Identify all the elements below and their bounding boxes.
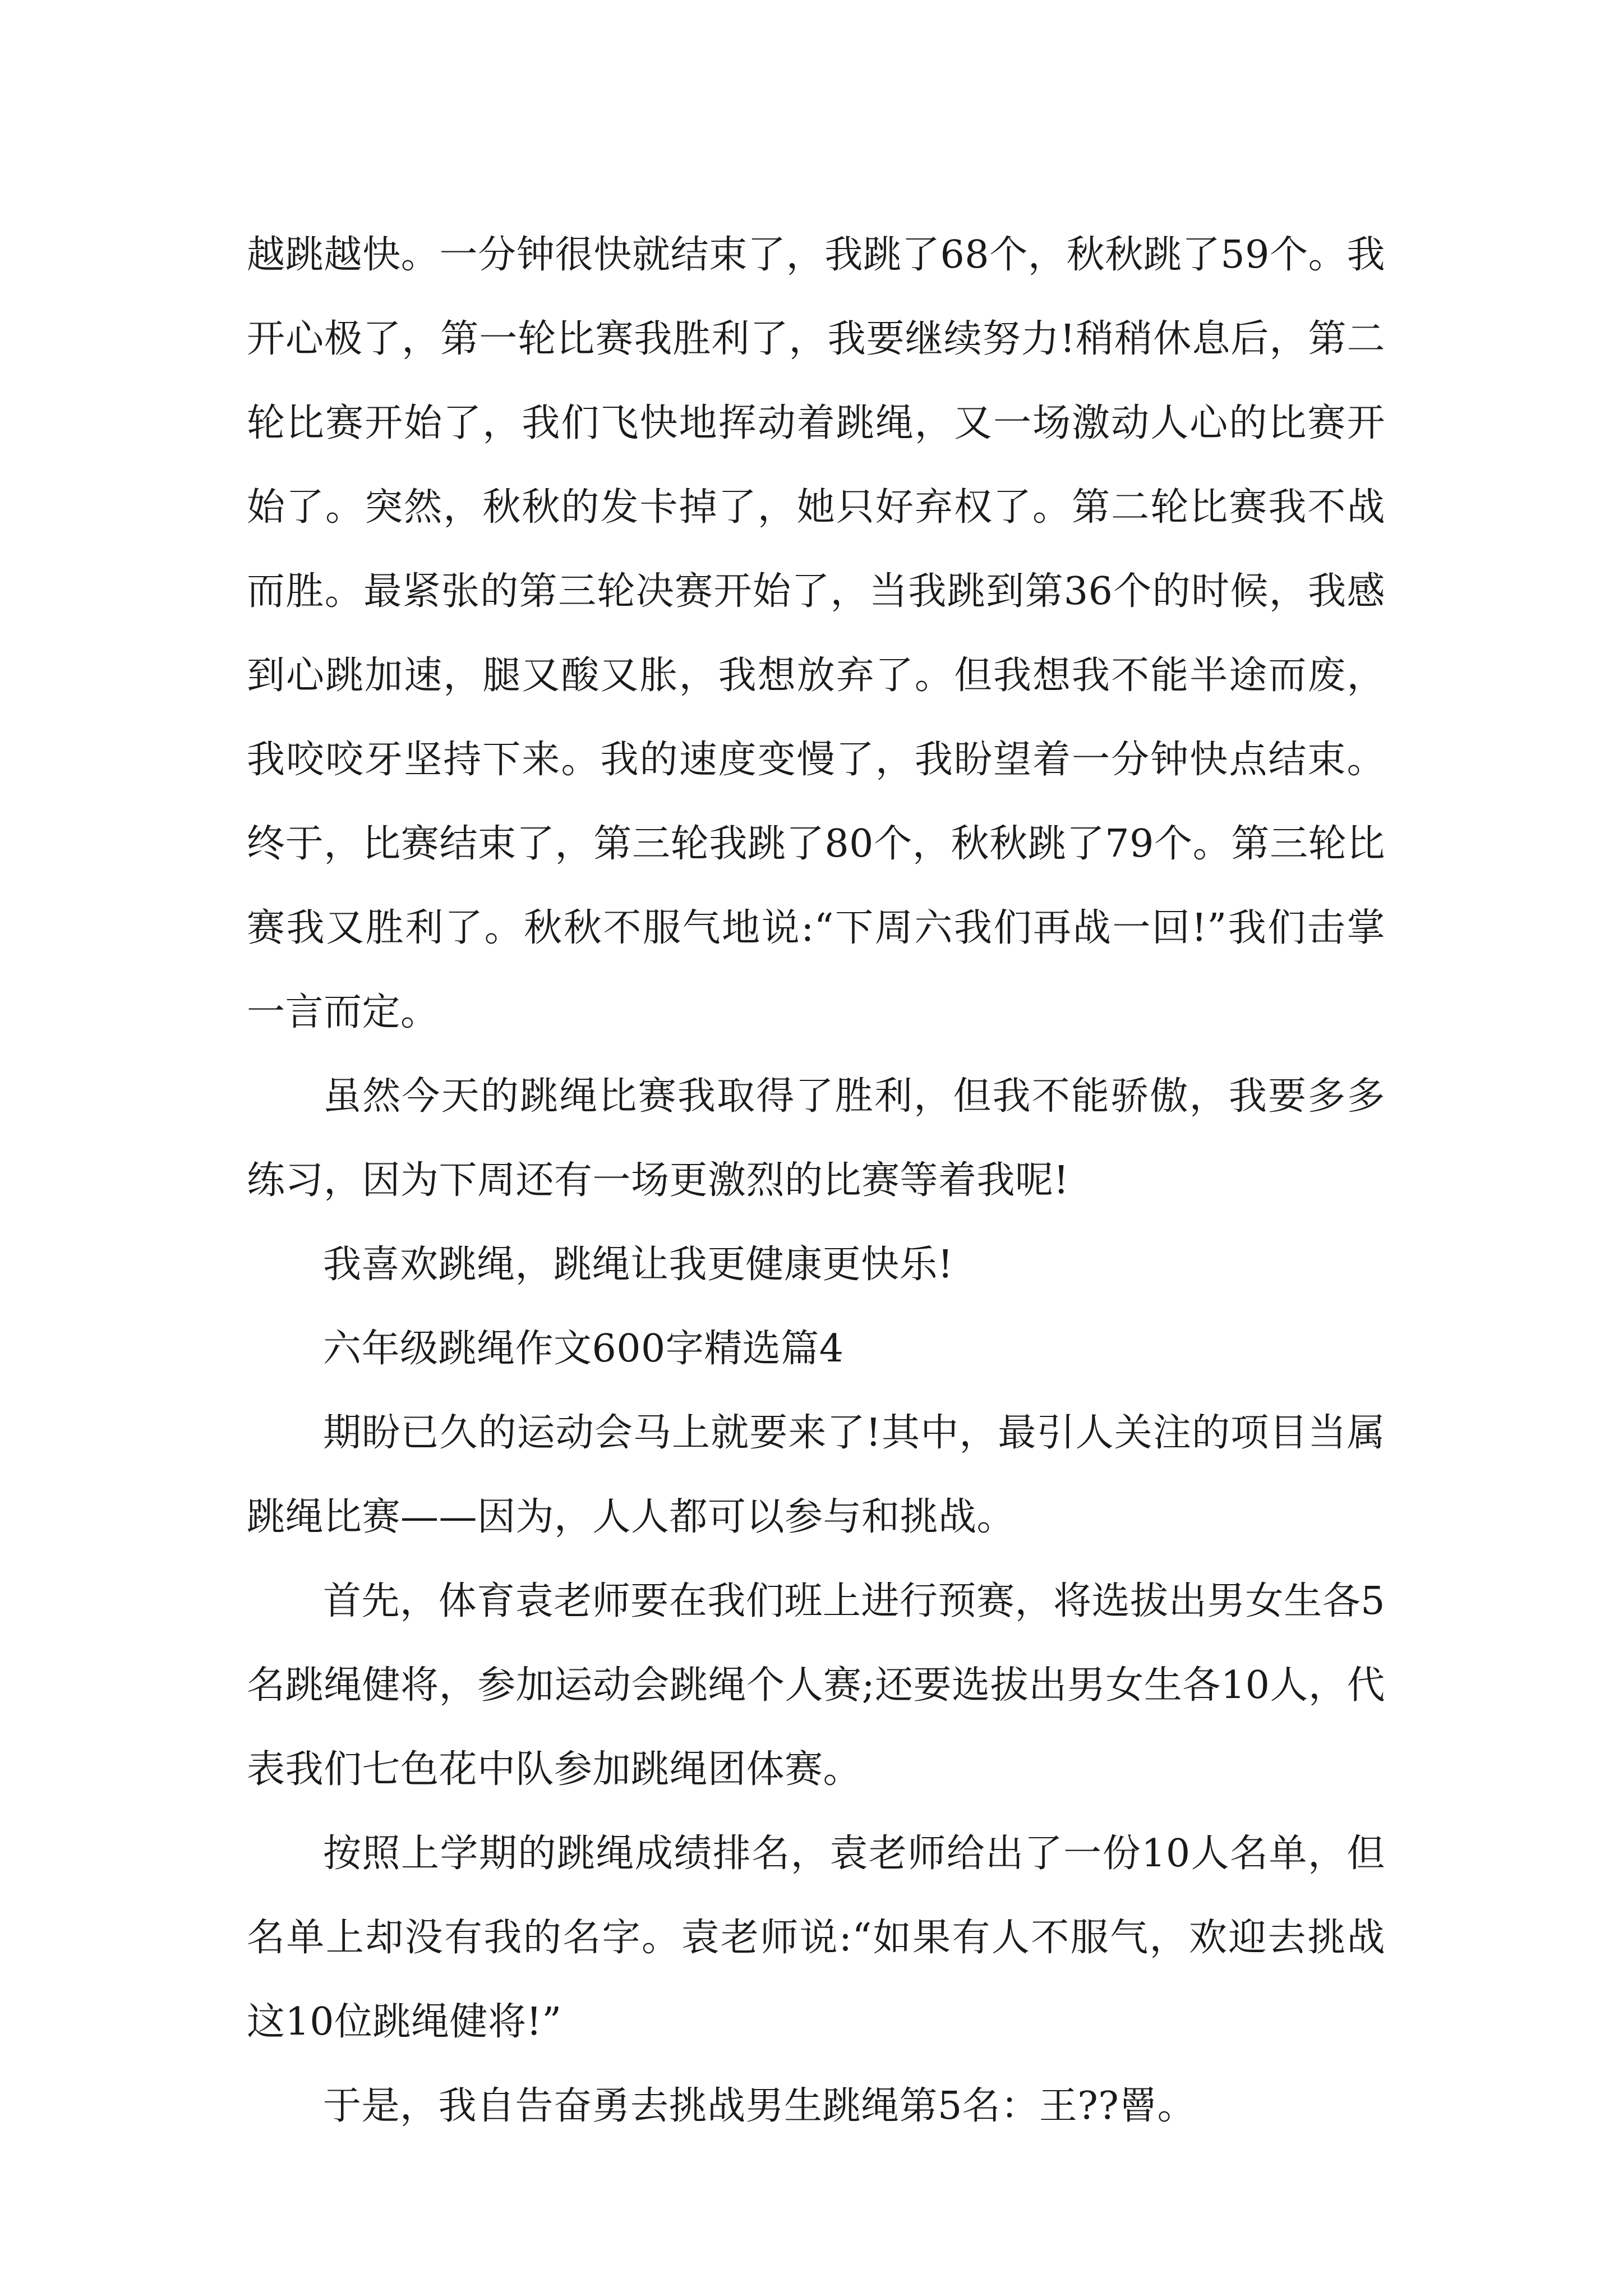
document-body: [247, 213, 1385, 2148]
paragraph: 期盼已久的运动会马上就要来了!其中，最引人关注的项目当属跳绳比赛——因为，人人都可以参与和挑战。: [247, 1411, 1385, 1539]
paragraph: 首先，体育袁老师要在我们班上进行预赛，将选拔出男女生各5名跳绳健将，参加运动会跳绳个人赛;还要选拔出男女生各10人，代表我们七色花中队参加跳绳团体赛。: [247, 1579, 1385, 1792]
paragraph-continuation: 越跳越快。一分钟很快就结束了，我跳了68个，秋秋跳了59个。我开心极了，第一轮比赛我胜利了，我要继续努力!稍稍休息后，第二轮比赛开始了，我们飞快地挥动着跳绳，又一场激动人心的比赛开始了。突然，秋秋的发卡掉了，她只好弃权了。第二轮比赛我不战而胜。最紧张的第三轮决赛开始了，当我跳到第36个的时候，我感到心跳加速，腿又酸又胀，我想放弃了。但我想我不能半途而废，我咬咬牙坚持下来。我的速度变慢了，我盼望着一分钟快点结束。终于，比赛结束了，第三轮我跳了80个，秋秋跳了79个。第三轮比赛我又胜利了。秋秋不服气地说:“下周六我们再战一回!”我们击掌一言而定。: [247, 233, 1385, 1034]
paragraph: 我喜欢跳绳，跳绳让我更健康更快乐!: [323, 1243, 953, 1287]
paragraph: 虽然今天的跳绳比赛我取得了胜利，但我不能骄傲，我要多多练习，因为下周还有一场更激烈的比赛等着我呢!: [247, 1074, 1385, 1203]
paragraph: 于是，我自告奋勇去挑战男生跳绳第5名：王??罾。: [323, 2084, 1196, 2128]
paragraph: 按照上学期的跳绳成绩排名，袁老师给出了一份10人名单，但名单上却没有我的名字。袁老师说:“如果有人不服气，欢迎去挑战这10位跳绳健将!”: [247, 1832, 1385, 2044]
section-heading: 六年级跳绳作文600字精选篇4: [323, 1327, 844, 1371]
